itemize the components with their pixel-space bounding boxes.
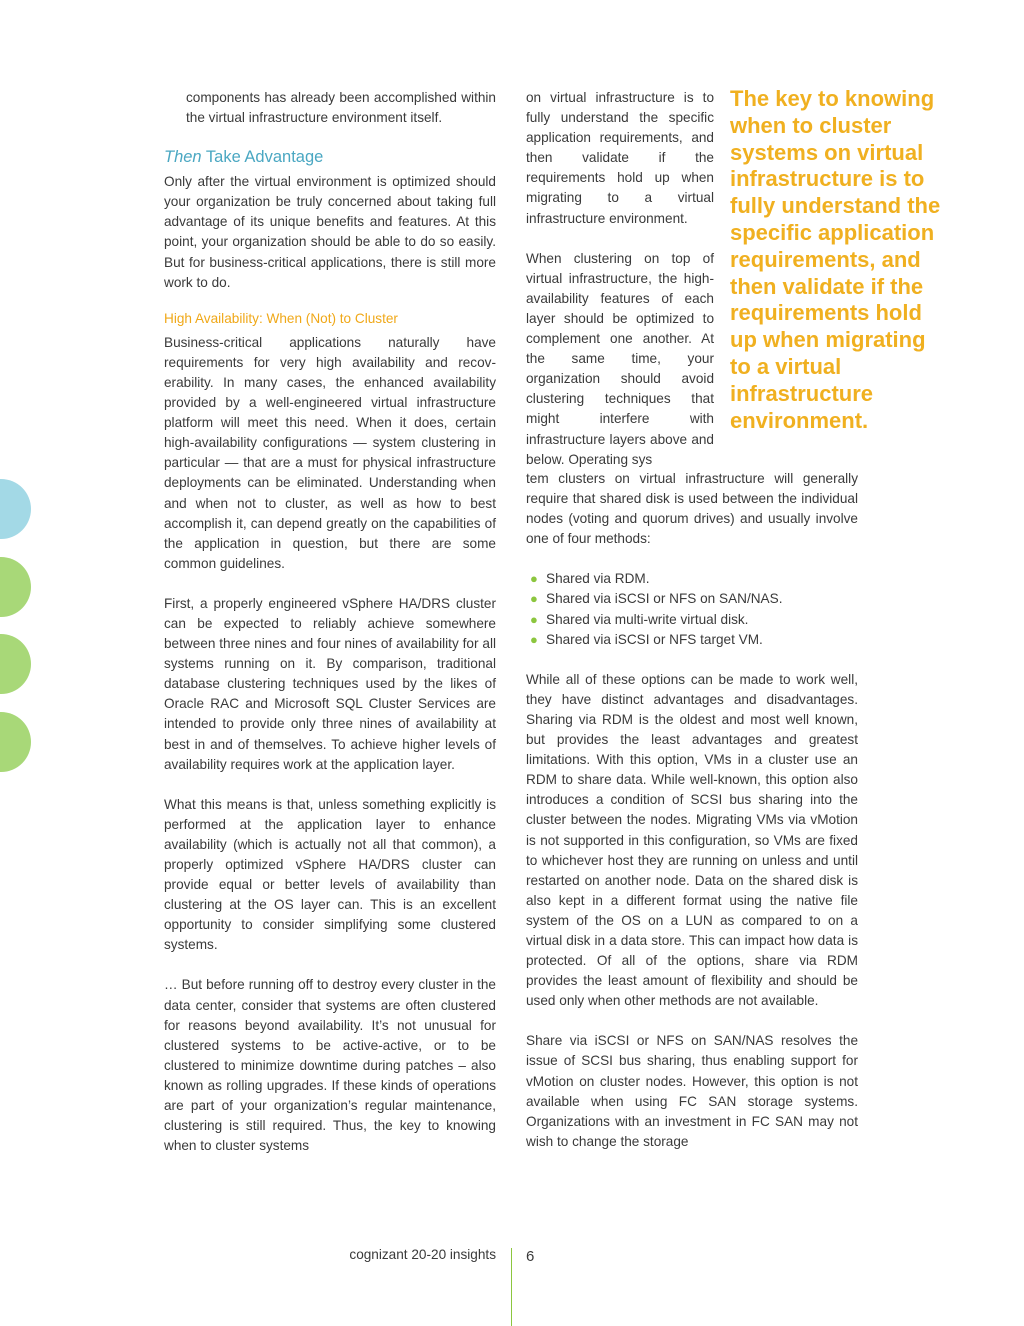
list-item: ● Shared via RDM. [526, 569, 858, 589]
paragraph-os-clusters: tem clusters on virtual infrastructure will generally require that shared disk is used between the individual nodes (voting and quorum drives) and usually involve one of four methods: [526, 471, 858, 547]
paragraph-before-running-off: … But before running off to destroy every cluster in the data center, consider that systems are often clustered for reasons beyond availability. It’s not unusual for clustered systems to be active-active, or to be clustered to minimize downtime during patches – also known as rolling upgrades. If these kinds of operations are part of your organization’s regular maintenance, clustering is still required. Thus, the key to knowing when to cluster systems [164, 977, 496, 1154]
section-heading [164, 146, 496, 172]
intro-paragraph: components has already been accomplished within the virtual infrastructure environment itself. [186, 90, 496, 126]
decorative-circle-blue [0, 479, 31, 539]
page-number: 6 [526, 1248, 535, 1265]
list-item: ● Shared via multi-write virtual disk. [526, 610, 858, 630]
bullet-icon: ● [530, 631, 538, 647]
decorative-circle-green-3 [0, 712, 31, 772]
footer-brand: cognizant 20-20 insights [349, 1247, 496, 1262]
paragraph-business-critical: Business-critical applications naturally have requirements for very high availability and recoverability. In many cases, the enhanced availability provided by a well-engineered virtual infrastructure platform will meet this need. When it does, certain high-availability configurations — system clustering in particular — that are a must for physical infrastructure deployments can be eliminated. Understanding when and when not to cluster, as well as how to best accomplish it, can depend greatly on the capabilities of the application in question, but there are some common guidelines. [164, 334, 496, 571]
pull-quote: The key to knowing when to cluster systems on virtual infrastructure is to fully understand the specific application requirements, and then validate if the requirements hold up when migrating to a virtual infrastructure environment. [730, 86, 941, 433]
methods-list [526, 569, 858, 649]
paragraph-vsphere-ha: First, a properly engineered vSphere HA/DRS cluster can be expected to reliably achieve somewhere between three nines and four nines of availability for all systems running on it. By comparison, traditional database clustering techniques used by the likes of Oracle RAC and Microsoft SQL Cluster Services are intended to provide only three nines of availability at best in and of themselves. To achieve higher levels of availability requires work at the application layer. [164, 595, 496, 772]
paragraph-iscsi-nfs: Share via iSCSI or NFS on SAN/NAS resolves the issue of SCSI bus sharing, thus enabling support for vMotion on cluster nodes. However, this option is not available when using FC SAN storage systems. Organizations with an investment in FC SAN may not wish to change the storage [526, 1033, 858, 1149]
left-column [164, 88, 496, 1156]
paragraph-options-comparison: While all of these options can be made to work well, they have distinct advantages and disadvantages. Sharing via RDM is the oldest and most well known, but provides the least advantages and greatest limitations. With this option, VMs in a cluster use an RDM to share data. While well-known, this option also introduces a condition of SCSI bus sharing into the cluster between the nodes. Migrating VMs via vMotion is not supported in this configuration, so VMs are fixed to whichever host they are running on unless and until restarted on another node. Data on the shared disk is also kept in a different format using the native file system of the OS on a LUN as compared to on a virtual disk in a data store. This can impact how data is protected. Of all of the options, share via RDM provides the least amount of flexibility and should be used only when other methods are not available. [526, 671, 858, 1009]
bullet-icon: ● [530, 591, 538, 607]
section-heading-rest: Take Advantage [201, 148, 324, 167]
paragraph-clustering-on-top: When clustering on top of virtual infrastructure, the high-availability features of each layer should be optimized to complement one another. At the same time, your organization should avoid clustering techniques that might interfere with infrastructure layers above and below. Operating sys [526, 250, 714, 467]
bullet-icon: ● [530, 611, 538, 627]
footer-divider [511, 1248, 512, 1326]
paragraph-virtual-infrastructure: on virtual infrastructure is to fully understand the specific application requirements, and then validate if the requirements hold up when migrating to a virtual infrastructure environment. [526, 90, 714, 226]
subheading-high-availability: High Availability: When (Not) to Cluster [164, 310, 398, 326]
paragraph-what-this-means: What this means is that, unless something explicitly is performed at the application layer to enhance availability (which is actually not all that common), a properly optimized vSphere HA/DRS cluster can provide equal or better levels of availability than clustering at the OS layer can. This is an excellent opportunity to consider simplifying some clustered systems. [164, 796, 496, 953]
list-item: ● Shared via iSCSI or NFS target VM. [526, 630, 858, 650]
middle-column [526, 88, 714, 470]
right-column [526, 469, 858, 1152]
bullet-icon: ● [530, 571, 538, 587]
decorative-circle-green-2 [0, 634, 31, 694]
list-item: ● Shared via iSCSI or NFS on SAN/NAS. [526, 589, 858, 609]
section-heading-emphasis: Then [164, 148, 202, 167]
decorative-circle-green-1 [0, 557, 31, 617]
paragraph-take-advantage: Only after the virtual environment is optimized should your organization be truly concerned about taking full advantage of its unique benefits and features. At this point, your organization should be able to do so easily. But for business-critical applications, there is still more work to do. [164, 174, 496, 290]
